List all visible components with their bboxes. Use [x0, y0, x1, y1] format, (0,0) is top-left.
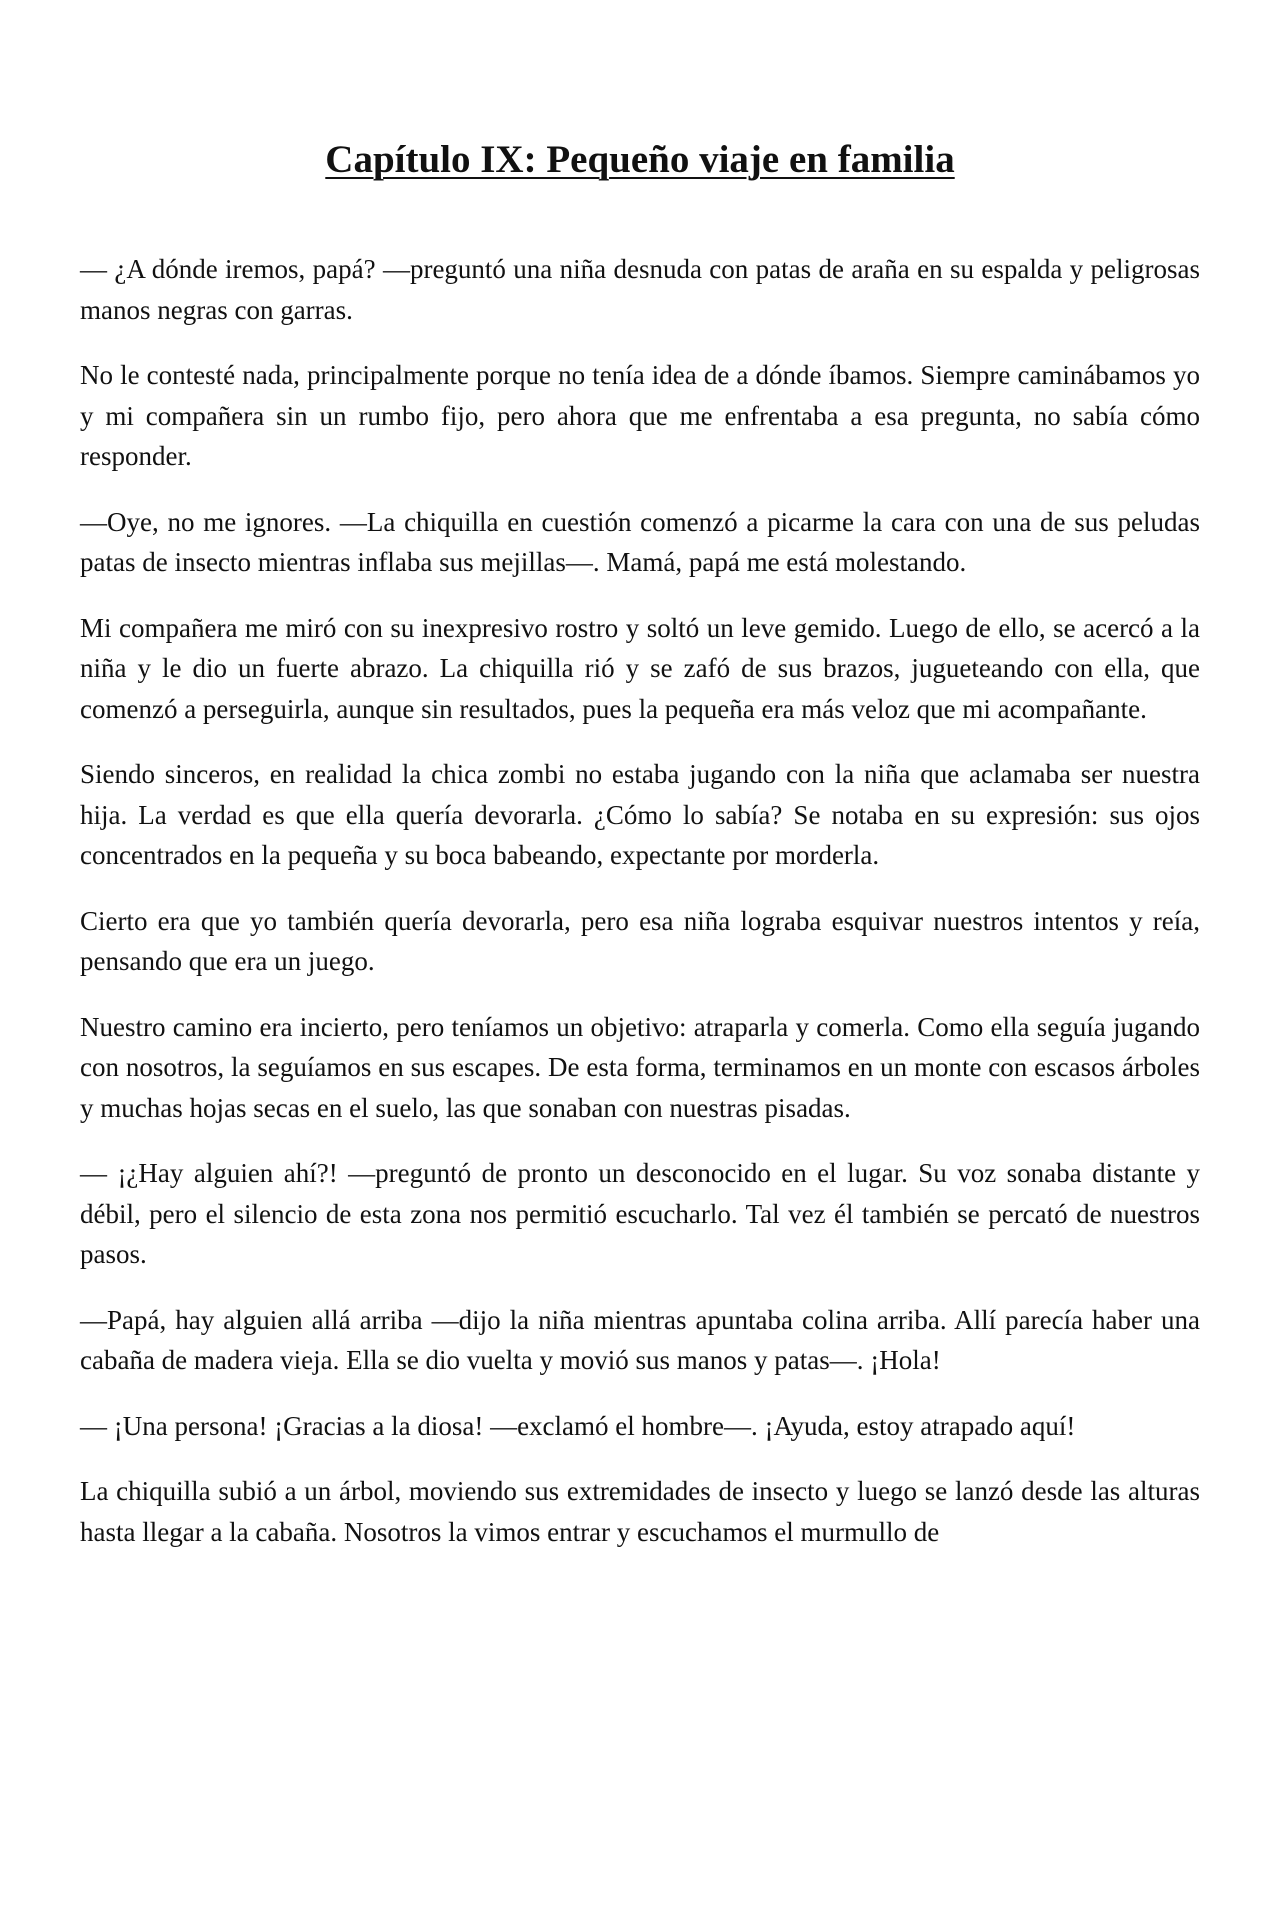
paragraph: Mi compañera me miró con su inexpresivo rostro y soltó un leve gemido. Luego de ello, se acercó a la niña y le dio un fuerte abrazo. La chiquilla rió y se zafó de sus brazos, jugueteando con ella, que comenzó a perseguirla, aunque sin resultados, pues la pequeña era más veloz que mi acompañante. [80, 612, 1200, 724]
paragraph: La chiquilla subió a un árbol, moviendo sus extremidades de insecto y luego se lanzó desde las alturas hasta llegar a la cabaña. Nosotros la vimos entrar y escuchamos el murmullo de [80, 1476, 1200, 1547]
paragraph: — ¿A dónde iremos, papá? —preguntó una niña desnuda con patas de araña en su espalda y peligrosas manos negras con garras. [80, 254, 1200, 325]
paragraph: — ¡¿Hay alguien ahí?! —preguntó de pronto un desconocido en el lugar. Su voz sonaba distante y débil, pero el silencio de esta zona nos permitió escucharlo. Tal vez él también se percató de nuestros pasos. [80, 1158, 1200, 1269]
paragraph: —Papá, hay alguien allá arriba —dijo la niña mientras apuntaba colina arriba. Allí parecía haber una cabaña de madera vieja. Ella se dio vuelta y movió sus manos y patas—. ¡Hola! [80, 1304, 1200, 1375]
paragraph: Cierto era que yo también quería devorarla, pero esa niña lograba esquivar nuestros intentos y reía, pensando que era un juego. [80, 905, 1200, 976]
paragraph: Siendo sinceros, en realidad la chica zombi no estaba jugando con la niña que aclamaba ser nuestra hija. La verdad es que ella quería devorarla. ¿Cómo lo sabía? Se notaba en su expresión: sus ojos concentrados en la pequeña y su boca babeando, expectante por morderla. [80, 759, 1200, 870]
paragraph: Nuestro camino era incierto, pero teníamos un objetivo: atraparla y comerla. Como ella seguía jugando con nosotros, la seguíamos en sus escapes. De esta forma, terminamos en un monte con escasos árboles y muchas hojas secas en el suelo, las que sonaban con nuestras pisadas. [80, 1011, 1200, 1123]
paragraph: — ¡Una persona! ¡Gracias a la diosa! —exclamó el hombre—. ¡Ayuda, estoy atrapado aquí! [80, 1410, 1076, 1441]
paragraph: No le contesté nada, principalmente porque no tenía idea de a dónde íbamos. Siempre caminábamos yo y mi compañera sin un rumbo fijo, pero ahora que me enfrentaba a esa pregunta, no sabía cómo responder. [80, 360, 1200, 471]
chapter-body [80, 249, 1200, 1552]
chapter-title: Capítulo IX: Pequeño viaje en familia [325, 138, 955, 181]
paragraph: —Oye, no me ignores. —La chiquilla en cuestión comenzó a picarme la cara con una de sus peludas patas de insecto mientras inflaba sus mejillas—. Mamá, papá me está molestando. [80, 506, 1200, 577]
